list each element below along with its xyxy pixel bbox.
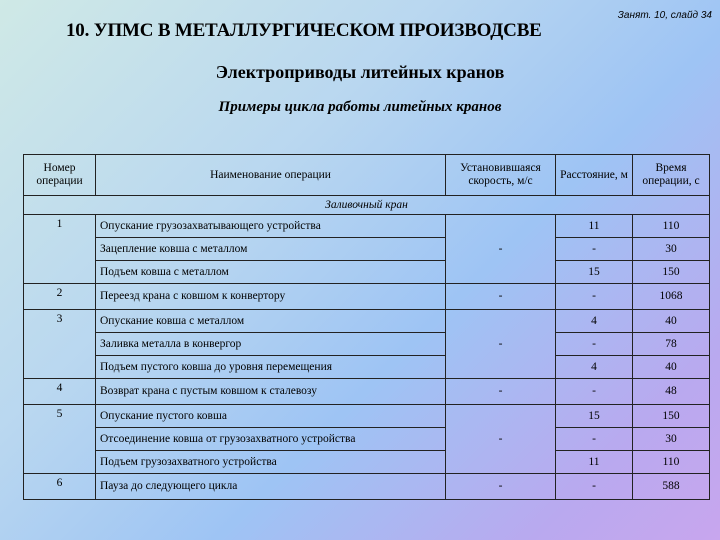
operation-time: 40: [633, 310, 710, 333]
operation-distance: 4: [556, 356, 633, 379]
operation-time: 150: [633, 405, 710, 428]
operation-time: 150: [633, 261, 710, 284]
operation-number: 4: [24, 379, 96, 405]
operation-name: Переезд крана с ковшом к конвертору: [96, 284, 446, 310]
operation-speed: -: [446, 474, 556, 500]
table-header-row: [24, 155, 710, 196]
operation-speed: -: [446, 310, 556, 379]
operation-distance: -: [556, 474, 633, 500]
operation-number: 3: [24, 310, 96, 379]
table-row: [24, 474, 710, 500]
section-row: [24, 196, 710, 215]
operation-time: 1068: [633, 284, 710, 310]
slide-reference: Занят. 10, слайд 34: [617, 10, 712, 21]
table-row: [24, 379, 710, 405]
operation-speed: -: [446, 379, 556, 405]
table-row: [24, 428, 710, 451]
operation-time: 30: [633, 428, 710, 451]
operation-name: Возврат крана с пустым ковшом к сталевозу: [96, 379, 446, 405]
operation-name: Пауза до следующего цикла: [96, 474, 446, 500]
slide-title: 10. УПМС В МЕТАЛЛУРГИЧЕСКОМ ПРОИЗВОДСВЕ: [66, 20, 542, 41]
operation-distance: -: [556, 238, 633, 261]
operation-speed: -: [446, 405, 556, 474]
table-row: [24, 333, 710, 356]
table-row: [24, 405, 710, 428]
table-row: [24, 284, 710, 310]
operation-time: 110: [633, 451, 710, 474]
operation-time: 40: [633, 356, 710, 379]
header-num: Номер операции: [24, 155, 96, 196]
operation-distance: 15: [556, 405, 633, 428]
table-caption: Примеры цикла работы литейных кранов: [218, 99, 502, 115]
operation-distance: -: [556, 284, 633, 310]
table-row: [24, 310, 710, 333]
slide-subtitle: Электроприводы литейных кранов: [215, 62, 505, 82]
operation-name: Зацепление ковша с металлом: [96, 238, 446, 261]
operation-distance: -: [556, 428, 633, 451]
operation-name: Подъем грузозахватного устройства: [96, 451, 446, 474]
header-speed: Установившаяся скорость, м/с: [446, 155, 556, 196]
operation-name: Опускание ковша с металлом: [96, 310, 446, 333]
operation-time: 30: [633, 238, 710, 261]
table-row: [24, 215, 710, 238]
operation-number: 2: [24, 284, 96, 310]
operation-distance: 15: [556, 261, 633, 284]
operation-number: 5: [24, 405, 96, 474]
operation-number: 1: [24, 215, 96, 284]
operation-speed: -: [446, 215, 556, 284]
operation-name: Отсоединение ковша от грузозахватного устройства: [96, 428, 446, 451]
operation-number: 6: [24, 474, 96, 500]
header-distance: Расстояние, м: [556, 155, 633, 196]
operation-distance: -: [556, 333, 633, 356]
operation-speed: -: [446, 284, 556, 310]
table-row: [24, 261, 710, 284]
header-time: Время операции, с: [633, 155, 710, 196]
operation-time: 78: [633, 333, 710, 356]
operation-time: 110: [633, 215, 710, 238]
table-row: [24, 451, 710, 474]
operation-time: 48: [633, 379, 710, 405]
operation-name: Заливка металла в конвергор: [96, 333, 446, 356]
operation-name: Опускание грузозахватывающего устройства: [96, 215, 446, 238]
table-row: [24, 356, 710, 379]
operation-distance: 11: [556, 451, 633, 474]
section-label: Заливочный кран: [24, 196, 710, 215]
operation-name: Опускание пустого ковша: [96, 405, 446, 428]
operation-distance: 11: [556, 215, 633, 238]
operation-distance: -: [556, 379, 633, 405]
operation-time: 588: [633, 474, 710, 500]
table-row: [24, 238, 710, 261]
crane-operations-table: [23, 154, 710, 500]
table-body: [24, 196, 710, 500]
header-name: Наименование операции: [96, 155, 446, 196]
operation-distance: 4: [556, 310, 633, 333]
operation-name: Подъем ковша с металлом: [96, 261, 446, 284]
operation-name: Подъем пустого ковша до уровня перемещения: [96, 356, 446, 379]
